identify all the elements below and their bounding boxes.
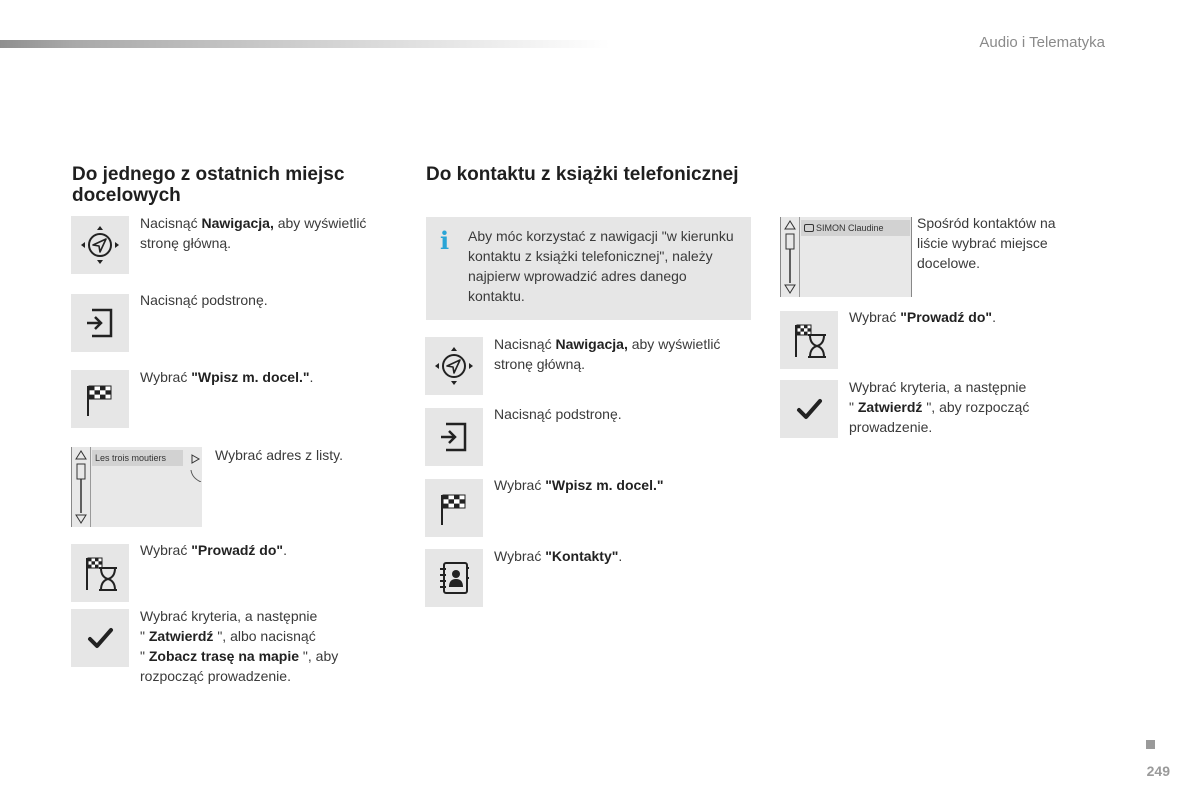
left-column-title: Do jednego z ostatnich miejsc docelowych [72, 164, 345, 206]
checkered-flag-icon [425, 479, 483, 537]
checkered-flag-icon [71, 370, 129, 428]
flag-hourglass-icon [71, 544, 129, 602]
section-title: Audio i Telematyka [979, 34, 1105, 51]
flag-hourglass-icon [780, 311, 838, 369]
middle-column-title: Do kontaktu z książki telefonicznej [426, 164, 739, 185]
header-gradient-bar [0, 40, 610, 48]
navigation-icon [71, 216, 129, 274]
card-icon [804, 224, 814, 232]
address-list-item[interactable]: Les trois moutiers [92, 450, 183, 466]
left-step-guide-text: Wybrać "Prowadź do". [140, 542, 287, 558]
info-icon: i [440, 226, 450, 255]
left-step-dest-text: Wybrać "Wpisz m. docel.". [140, 369, 314, 385]
info-box [426, 217, 751, 320]
middle-step-sub-text: Nacisnąć podstronę. [494, 406, 622, 422]
middle-step-contacts-text: Wybrać "Kontakty". [494, 548, 623, 564]
contact-list-item[interactable]: SIMON Claudine [801, 220, 910, 236]
subpage-icon [71, 294, 129, 352]
left-step-confirm-text: Wybrać kryteria, a następnie " Zatwierdź ", albo nacisnąć " Zobacz trasę na mapie ", aby rozpocząć prowadzenie. [140, 608, 339, 684]
middle-step-dest-text: Wybrać "Wpisz m. docel." [494, 477, 664, 493]
right-step-confirm-text: Wybrać kryteria, a następnie " Zatwierdź ", aby rozpocząć prowadzenie. [849, 379, 1030, 435]
page-marker [1146, 740, 1155, 749]
contacts-icon [425, 549, 483, 607]
right-step-guide-text: Wybrać "Prowadź do". [849, 309, 996, 325]
info-text: Aby móc korzystać z nawigacji "w kierunku kontaktu z książki telefonicznej", należy najpierw wprowadzić adres danego kontaktu. [468, 228, 734, 304]
left-step-list-text: Wybrać adres z listy. [215, 447, 343, 463]
checkmark-icon [71, 609, 129, 667]
left-step-nav-text: Nacisnąć Nawigacja, aby wyświetlić stronę główną. [140, 215, 367, 251]
contact-list-screen [780, 217, 912, 297]
left-step-sub-text: Nacisnąć podstronę. [140, 292, 268, 308]
subpage-icon [425, 408, 483, 466]
middle-step-nav-text: Nacisnąć Nawigacja, aby wyświetlić stronę główną. [494, 336, 721, 372]
page-number: 249 [1146, 763, 1170, 779]
right-step-list-text: Spośród kontaktów na liście wybrać miejsce docelowe. [917, 215, 1056, 271]
navigation-icon [425, 337, 483, 395]
checkmark-icon [780, 380, 838, 438]
address-list-screen [71, 447, 202, 527]
